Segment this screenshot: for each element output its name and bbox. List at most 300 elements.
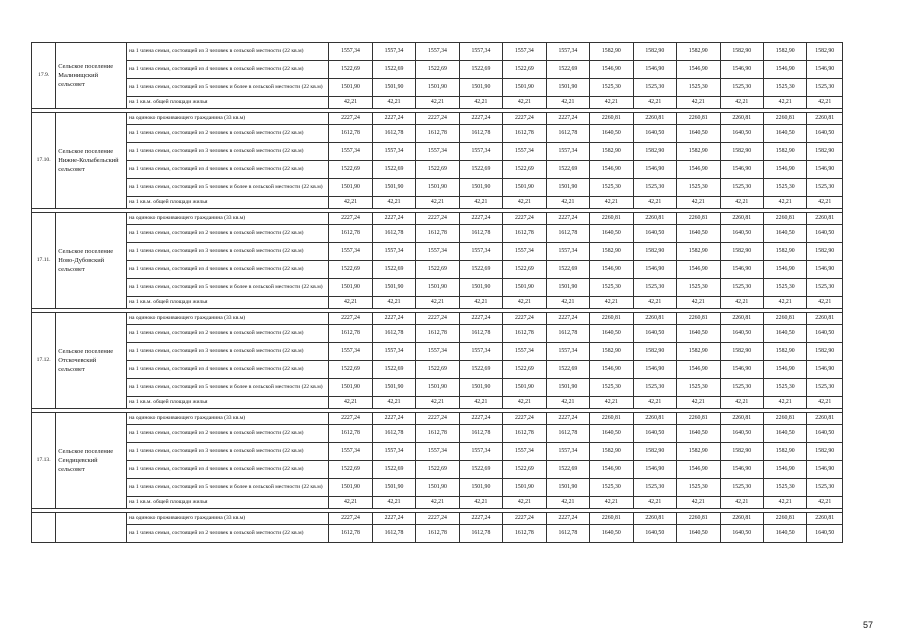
value-cell: 1557,34 bbox=[416, 343, 459, 361]
value-cell: 2227,24 bbox=[372, 113, 415, 125]
value-cell: 1612,78 bbox=[459, 125, 502, 143]
value-cell: 2260,81 bbox=[807, 513, 843, 525]
row-description: на одиноко проживающего гражданина (33 кв.м) bbox=[127, 213, 329, 225]
row-description: на 1 члена семьи, состоящей из 2 человек в сельской местности (22 кв.м) bbox=[127, 225, 329, 243]
value-cell: 42,21 bbox=[503, 397, 546, 409]
value-cell: 1640,50 bbox=[807, 125, 843, 143]
value-cell: 1501,90 bbox=[416, 379, 459, 397]
value-cell: 42,21 bbox=[503, 497, 546, 509]
row-description: на 1 члена семьи, состоящей из 4 человек в сельской местности (22 кв.м) bbox=[127, 261, 329, 279]
row-description: на 1 члена семьи, состоящей из 5 человек и более в сельской местности (22 кв.м) bbox=[127, 79, 329, 97]
value-cell: 1501,90 bbox=[459, 479, 502, 497]
value-cell: 1557,34 bbox=[546, 43, 589, 61]
value-cell: 1525,30 bbox=[677, 279, 720, 297]
value-cell: 1582,90 bbox=[807, 343, 843, 361]
row-description: на 1 члена семьи, состоящей из 2 человек в сельской местности (22 кв.м) bbox=[127, 425, 329, 443]
value-cell: 1640,50 bbox=[720, 125, 763, 143]
row-description: на 1 члена семьи, состоящей из 2 человек в сельской местности (22 кв.м) bbox=[127, 325, 329, 343]
value-cell: 1525,30 bbox=[677, 379, 720, 397]
value-cell: 1557,34 bbox=[546, 443, 589, 461]
value-cell: 1640,50 bbox=[807, 325, 843, 343]
value-cell: 1557,34 bbox=[329, 343, 372, 361]
row-description: на одиноко проживающего гражданина (33 кв.м) bbox=[127, 113, 329, 125]
value-cell: 42,21 bbox=[546, 197, 589, 209]
value-cell: 1557,34 bbox=[459, 43, 502, 61]
value-cell: 1525,30 bbox=[720, 479, 763, 497]
value-cell: 1612,78 bbox=[503, 525, 546, 543]
tariff-table bbox=[31, 42, 843, 543]
value-cell: 1525,30 bbox=[677, 479, 720, 497]
row-description: на 1 члена семьи, состоящей из 2 человек в сельской местности (22 кв.м) bbox=[127, 525, 329, 543]
value-cell: 1501,90 bbox=[459, 279, 502, 297]
value-cell: 1557,34 bbox=[329, 143, 372, 161]
value-cell: 2227,24 bbox=[503, 213, 546, 225]
settlement-name: Сельское поселение Малинищский сельсовет bbox=[56, 43, 127, 109]
table-row bbox=[32, 397, 843, 409]
value-cell: 2227,24 bbox=[329, 313, 372, 325]
value-cell: 1525,30 bbox=[807, 479, 843, 497]
value-cell: 42,21 bbox=[416, 497, 459, 509]
value-cell: 1501,90 bbox=[372, 479, 415, 497]
table-row bbox=[32, 461, 843, 479]
value-cell: 1546,90 bbox=[763, 461, 806, 479]
value-cell: 42,21 bbox=[459, 197, 502, 209]
value-cell: 1501,90 bbox=[546, 179, 589, 197]
value-cell: 1525,30 bbox=[720, 279, 763, 297]
value-cell: 1546,90 bbox=[677, 161, 720, 179]
value-cell: 1582,90 bbox=[807, 243, 843, 261]
table-row bbox=[32, 143, 843, 161]
value-cell: 2227,24 bbox=[329, 413, 372, 425]
value-cell: 1612,78 bbox=[416, 225, 459, 243]
value-cell: 1612,78 bbox=[416, 325, 459, 343]
value-cell: 1501,90 bbox=[329, 179, 372, 197]
value-cell: 1612,78 bbox=[329, 325, 372, 343]
row-description: на 1 члена семьи, состоящей из 3 человек в сельской местности (22 кв.м) bbox=[127, 343, 329, 361]
value-cell: 42,21 bbox=[763, 497, 806, 509]
value-cell: 42,21 bbox=[763, 97, 806, 109]
table-body bbox=[32, 43, 843, 543]
item-number: 17.11. bbox=[32, 213, 56, 309]
value-cell: 42,21 bbox=[546, 497, 589, 509]
value-cell: 1612,78 bbox=[329, 425, 372, 443]
row-description: на 1 члена семьи, состоящей из 3 человек в сельской местности (22 кв.м) bbox=[127, 243, 329, 261]
value-cell: 42,21 bbox=[372, 397, 415, 409]
value-cell: 2260,81 bbox=[807, 113, 843, 125]
value-cell: 1557,34 bbox=[546, 343, 589, 361]
value-cell: 42,21 bbox=[677, 497, 720, 509]
value-cell: 1546,90 bbox=[763, 161, 806, 179]
value-cell: 42,21 bbox=[677, 397, 720, 409]
table-row bbox=[32, 213, 843, 225]
row-description: на 1 члена семьи, состоящей из 4 человек в сельской местности (22 кв.м) bbox=[127, 61, 329, 79]
value-cell: 1522,69 bbox=[503, 461, 546, 479]
table-row bbox=[32, 279, 843, 297]
value-cell: 1612,78 bbox=[329, 525, 372, 543]
value-cell: 1612,78 bbox=[372, 125, 415, 143]
value-cell: 42,21 bbox=[763, 397, 806, 409]
value-cell: 1582,90 bbox=[633, 443, 676, 461]
value-cell: 42,21 bbox=[633, 297, 676, 309]
value-cell: 2227,24 bbox=[329, 113, 372, 125]
value-cell: 42,21 bbox=[416, 97, 459, 109]
value-cell: 1501,90 bbox=[372, 379, 415, 397]
value-cell: 1582,90 bbox=[590, 43, 633, 61]
table-row bbox=[32, 443, 843, 461]
value-cell: 1557,34 bbox=[503, 343, 546, 361]
value-cell: 2260,81 bbox=[590, 213, 633, 225]
value-cell: 1525,30 bbox=[633, 479, 676, 497]
value-cell: 1557,34 bbox=[329, 43, 372, 61]
row-description: на 1 члена семьи, состоящей из 5 человек и более в сельской местности (22 кв.м) bbox=[127, 379, 329, 397]
value-cell: 2260,81 bbox=[677, 413, 720, 425]
value-cell: 2260,81 bbox=[590, 413, 633, 425]
value-cell: 42,21 bbox=[546, 97, 589, 109]
page-number: 57 bbox=[862, 620, 873, 630]
value-cell: 1522,69 bbox=[372, 461, 415, 479]
value-cell: 1582,90 bbox=[720, 443, 763, 461]
value-cell: 1546,90 bbox=[633, 461, 676, 479]
value-cell: 1525,30 bbox=[720, 379, 763, 397]
value-cell: 2227,24 bbox=[416, 313, 459, 325]
value-cell: 1522,69 bbox=[372, 261, 415, 279]
value-cell: 1612,78 bbox=[503, 225, 546, 243]
value-cell: 2260,81 bbox=[633, 213, 676, 225]
value-cell: 1546,90 bbox=[590, 261, 633, 279]
value-cell: 2227,24 bbox=[372, 313, 415, 325]
value-cell: 1582,90 bbox=[633, 143, 676, 161]
value-cell: 1525,30 bbox=[590, 79, 633, 97]
value-cell: 1582,90 bbox=[590, 343, 633, 361]
value-cell: 42,21 bbox=[677, 197, 720, 209]
value-cell: 1522,69 bbox=[503, 61, 546, 79]
value-cell: 1557,34 bbox=[503, 243, 546, 261]
value-cell: 2227,24 bbox=[503, 513, 546, 525]
value-cell: 1612,78 bbox=[329, 225, 372, 243]
value-cell: 42,21 bbox=[459, 497, 502, 509]
value-cell: 1582,90 bbox=[590, 443, 633, 461]
value-cell: 2260,81 bbox=[807, 413, 843, 425]
value-cell: 2260,81 bbox=[633, 313, 676, 325]
table-row bbox=[32, 325, 843, 343]
value-cell: 1525,30 bbox=[677, 79, 720, 97]
value-cell: 1582,90 bbox=[763, 343, 806, 361]
value-cell: 42,21 bbox=[633, 97, 676, 109]
value-cell: 1640,50 bbox=[633, 325, 676, 343]
value-cell: 1557,34 bbox=[329, 243, 372, 261]
table-row bbox=[32, 97, 843, 109]
value-cell: 1612,78 bbox=[546, 425, 589, 443]
table-row bbox=[32, 225, 843, 243]
value-cell: 1546,90 bbox=[720, 261, 763, 279]
value-cell: 42,21 bbox=[633, 197, 676, 209]
value-cell: 1501,90 bbox=[459, 79, 502, 97]
value-cell: 42,21 bbox=[590, 297, 633, 309]
value-cell: 2227,24 bbox=[503, 413, 546, 425]
settlement-name: Сельское поселение Сендицевский сельсовет bbox=[56, 413, 127, 509]
value-cell: 42,21 bbox=[807, 297, 843, 309]
value-cell: 2260,81 bbox=[677, 513, 720, 525]
value-cell: 1557,34 bbox=[503, 43, 546, 61]
item-number: 17.9. bbox=[32, 43, 56, 109]
value-cell: 1525,30 bbox=[633, 379, 676, 397]
item-number: 17.12. bbox=[32, 313, 56, 409]
value-cell: 1557,34 bbox=[372, 243, 415, 261]
value-cell: 1525,30 bbox=[633, 279, 676, 297]
value-cell: 1522,69 bbox=[546, 61, 589, 79]
value-cell: 2260,81 bbox=[807, 213, 843, 225]
value-cell: 1582,90 bbox=[677, 343, 720, 361]
value-cell: 1582,90 bbox=[807, 43, 843, 61]
value-cell: 1582,90 bbox=[763, 243, 806, 261]
value-cell: 2260,81 bbox=[720, 413, 763, 425]
value-cell: 1546,90 bbox=[590, 61, 633, 79]
value-cell: 42,21 bbox=[763, 297, 806, 309]
value-cell: 1640,50 bbox=[633, 425, 676, 443]
value-cell: 1501,90 bbox=[503, 479, 546, 497]
row-description: на 1 члена семьи, состоящей из 4 человек в сельской местности (22 кв.м) bbox=[127, 361, 329, 379]
value-cell: 1640,50 bbox=[633, 225, 676, 243]
value-cell: 1582,90 bbox=[807, 443, 843, 461]
value-cell: 2260,81 bbox=[590, 513, 633, 525]
value-cell: 42,21 bbox=[720, 497, 763, 509]
value-cell: 1501,90 bbox=[372, 279, 415, 297]
value-cell: 1640,50 bbox=[590, 425, 633, 443]
value-cell: 2227,24 bbox=[372, 213, 415, 225]
row-description: на 1 члена семьи, состоящей из 3 человек в сельской местности (22 кв.м) bbox=[127, 43, 329, 61]
value-cell: 2260,81 bbox=[763, 513, 806, 525]
value-cell: 42,21 bbox=[590, 197, 633, 209]
value-cell: 42,21 bbox=[677, 97, 720, 109]
value-cell: 2227,24 bbox=[546, 413, 589, 425]
value-cell: 1612,78 bbox=[329, 125, 372, 143]
value-cell: 42,21 bbox=[503, 197, 546, 209]
value-cell: 1546,90 bbox=[720, 61, 763, 79]
value-cell: 42,21 bbox=[677, 297, 720, 309]
value-cell: 1522,69 bbox=[329, 261, 372, 279]
value-cell: 42,21 bbox=[372, 297, 415, 309]
value-cell: 1546,90 bbox=[590, 461, 633, 479]
value-cell: 2227,24 bbox=[459, 513, 502, 525]
value-cell: 2260,81 bbox=[720, 513, 763, 525]
value-cell: 1546,90 bbox=[807, 461, 843, 479]
value-cell: 42,21 bbox=[807, 397, 843, 409]
value-cell: 1546,90 bbox=[633, 161, 676, 179]
value-cell: 1522,69 bbox=[329, 361, 372, 379]
value-cell: 1546,90 bbox=[720, 161, 763, 179]
value-cell: 1522,69 bbox=[459, 361, 502, 379]
value-cell: 2227,24 bbox=[329, 513, 372, 525]
value-cell: 1501,90 bbox=[329, 479, 372, 497]
value-cell: 1501,90 bbox=[503, 379, 546, 397]
value-cell: 1582,90 bbox=[590, 143, 633, 161]
value-cell: 1640,50 bbox=[763, 425, 806, 443]
table-row bbox=[32, 497, 843, 509]
value-cell: 1612,78 bbox=[503, 125, 546, 143]
value-cell: 1546,90 bbox=[590, 161, 633, 179]
value-cell: 1640,50 bbox=[677, 125, 720, 143]
value-cell: 1501,90 bbox=[416, 79, 459, 97]
value-cell: 1501,90 bbox=[416, 479, 459, 497]
value-cell: 1612,78 bbox=[459, 325, 502, 343]
value-cell: 1525,30 bbox=[763, 179, 806, 197]
value-cell: 1557,34 bbox=[459, 143, 502, 161]
value-cell: 1546,90 bbox=[807, 61, 843, 79]
value-cell: 1612,78 bbox=[459, 225, 502, 243]
value-cell: 1546,90 bbox=[763, 361, 806, 379]
value-cell: 1546,90 bbox=[720, 461, 763, 479]
value-cell: 1501,90 bbox=[372, 79, 415, 97]
value-cell: 42,21 bbox=[372, 97, 415, 109]
row-description: на 1 кв.м. общей площади жилья bbox=[127, 397, 329, 409]
value-cell: 1546,90 bbox=[677, 461, 720, 479]
value-cell: 1557,34 bbox=[416, 243, 459, 261]
value-cell: 1640,50 bbox=[590, 125, 633, 143]
value-cell: 1612,78 bbox=[372, 525, 415, 543]
settlement-name: Сельское поселение Нижне-Колыбельский сельсовет bbox=[56, 113, 127, 209]
value-cell: 1522,69 bbox=[503, 261, 546, 279]
value-cell: 1501,90 bbox=[546, 379, 589, 397]
value-cell: 1546,90 bbox=[807, 361, 843, 379]
row-description: на 1 кв.м. общей площади жилья bbox=[127, 97, 329, 109]
value-cell: 1525,30 bbox=[763, 79, 806, 97]
value-cell: 42,21 bbox=[807, 497, 843, 509]
value-cell: 1522,69 bbox=[546, 461, 589, 479]
value-cell: 1525,30 bbox=[633, 79, 676, 97]
value-cell: 1640,50 bbox=[633, 125, 676, 143]
value-cell: 1501,90 bbox=[329, 79, 372, 97]
value-cell: 1640,50 bbox=[677, 425, 720, 443]
table-row bbox=[32, 479, 843, 497]
value-cell: 1612,78 bbox=[416, 425, 459, 443]
row-description: на 1 члена семьи, состоящей из 5 человек и более в сельской местности (22 кв.м) bbox=[127, 279, 329, 297]
value-cell: 42,21 bbox=[807, 197, 843, 209]
value-cell: 1582,90 bbox=[633, 343, 676, 361]
value-cell: 2260,81 bbox=[633, 413, 676, 425]
value-cell: 1640,50 bbox=[590, 525, 633, 543]
value-cell: 1640,50 bbox=[763, 325, 806, 343]
value-cell: 42,21 bbox=[546, 397, 589, 409]
value-cell: 2227,24 bbox=[416, 113, 459, 125]
value-cell: 42,21 bbox=[329, 197, 372, 209]
value-cell: 1557,34 bbox=[503, 143, 546, 161]
value-cell: 1640,50 bbox=[677, 325, 720, 343]
value-cell: 1522,69 bbox=[459, 61, 502, 79]
value-cell: 2227,24 bbox=[329, 213, 372, 225]
settlement-name: Сельское поселение Отскочевский сельсовет bbox=[56, 313, 127, 409]
value-cell: 1640,50 bbox=[763, 125, 806, 143]
table-row bbox=[32, 197, 843, 209]
value-cell: 1501,90 bbox=[546, 79, 589, 97]
row-description: на 1 кв.м. общей площади жилья bbox=[127, 197, 329, 209]
value-cell: 1522,69 bbox=[329, 161, 372, 179]
value-cell: 1557,34 bbox=[459, 343, 502, 361]
value-cell: 1525,30 bbox=[590, 479, 633, 497]
value-cell: 42,21 bbox=[633, 397, 676, 409]
value-cell: 2227,24 bbox=[459, 313, 502, 325]
value-cell: 1557,34 bbox=[459, 243, 502, 261]
value-cell: 1501,90 bbox=[329, 379, 372, 397]
value-cell: 1522,69 bbox=[416, 61, 459, 79]
table-row bbox=[32, 297, 843, 309]
item-number bbox=[32, 513, 56, 543]
value-cell: 2227,24 bbox=[416, 513, 459, 525]
value-cell: 1582,90 bbox=[590, 243, 633, 261]
value-cell: 1525,30 bbox=[590, 279, 633, 297]
value-cell: 1522,69 bbox=[546, 361, 589, 379]
value-cell: 1582,90 bbox=[763, 143, 806, 161]
value-cell: 1525,30 bbox=[590, 179, 633, 197]
value-cell: 2227,24 bbox=[503, 313, 546, 325]
value-cell: 1612,78 bbox=[372, 425, 415, 443]
value-cell: 1546,90 bbox=[633, 261, 676, 279]
value-cell: 1612,78 bbox=[372, 225, 415, 243]
value-cell: 42,21 bbox=[720, 397, 763, 409]
row-description: на 1 члена семьи, состоящей из 4 человек в сельской местности (22 кв.м) bbox=[127, 161, 329, 179]
value-cell: 1522,69 bbox=[503, 361, 546, 379]
value-cell: 42,21 bbox=[329, 497, 372, 509]
value-cell: 2227,24 bbox=[546, 513, 589, 525]
value-cell: 1582,90 bbox=[677, 143, 720, 161]
value-cell: 1612,78 bbox=[459, 525, 502, 543]
table-row bbox=[32, 513, 843, 525]
value-cell: 1525,30 bbox=[763, 379, 806, 397]
value-cell: 1612,78 bbox=[503, 325, 546, 343]
value-cell: 1640,50 bbox=[807, 425, 843, 443]
value-cell: 2227,24 bbox=[459, 113, 502, 125]
value-cell: 2260,81 bbox=[633, 113, 676, 125]
value-cell: 42,21 bbox=[590, 497, 633, 509]
value-cell: 1640,50 bbox=[763, 525, 806, 543]
item-number: 17.10. bbox=[32, 113, 56, 209]
table-row bbox=[32, 243, 843, 261]
value-cell: 1522,69 bbox=[329, 61, 372, 79]
value-cell: 42,21 bbox=[329, 297, 372, 309]
value-cell: 1557,34 bbox=[546, 243, 589, 261]
value-cell: 1525,30 bbox=[633, 179, 676, 197]
value-cell: 1557,34 bbox=[459, 443, 502, 461]
value-cell: 1640,50 bbox=[677, 225, 720, 243]
value-cell: 1612,78 bbox=[372, 325, 415, 343]
value-cell: 1640,50 bbox=[807, 225, 843, 243]
item-number: 17.13. bbox=[32, 413, 56, 509]
table-row bbox=[32, 361, 843, 379]
value-cell: 1640,50 bbox=[590, 325, 633, 343]
value-cell: 2260,81 bbox=[763, 213, 806, 225]
value-cell: 1501,90 bbox=[416, 279, 459, 297]
value-cell: 1612,78 bbox=[503, 425, 546, 443]
value-cell: 42,21 bbox=[372, 197, 415, 209]
value-cell: 1522,69 bbox=[416, 261, 459, 279]
value-cell: 1640,50 bbox=[590, 225, 633, 243]
value-cell: 1525,30 bbox=[807, 79, 843, 97]
value-cell: 1557,34 bbox=[416, 443, 459, 461]
table-row bbox=[32, 79, 843, 97]
value-cell: 1501,90 bbox=[503, 179, 546, 197]
table-row bbox=[32, 313, 843, 325]
value-cell: 1522,69 bbox=[416, 161, 459, 179]
value-cell: 1546,90 bbox=[677, 361, 720, 379]
value-cell: 1557,34 bbox=[546, 143, 589, 161]
value-cell: 1640,50 bbox=[720, 525, 763, 543]
row-description: на одиноко проживающего гражданина (33 кв.м) bbox=[127, 313, 329, 325]
settlement-name: Сельское поселение Ново-Дубовский сельсовет bbox=[56, 213, 127, 309]
value-cell: 1522,69 bbox=[546, 161, 589, 179]
value-cell: 2260,81 bbox=[720, 313, 763, 325]
value-cell: 1546,90 bbox=[720, 361, 763, 379]
row-description: на 1 кв.м. общей площади жилья bbox=[127, 497, 329, 509]
value-cell: 1525,30 bbox=[807, 179, 843, 197]
